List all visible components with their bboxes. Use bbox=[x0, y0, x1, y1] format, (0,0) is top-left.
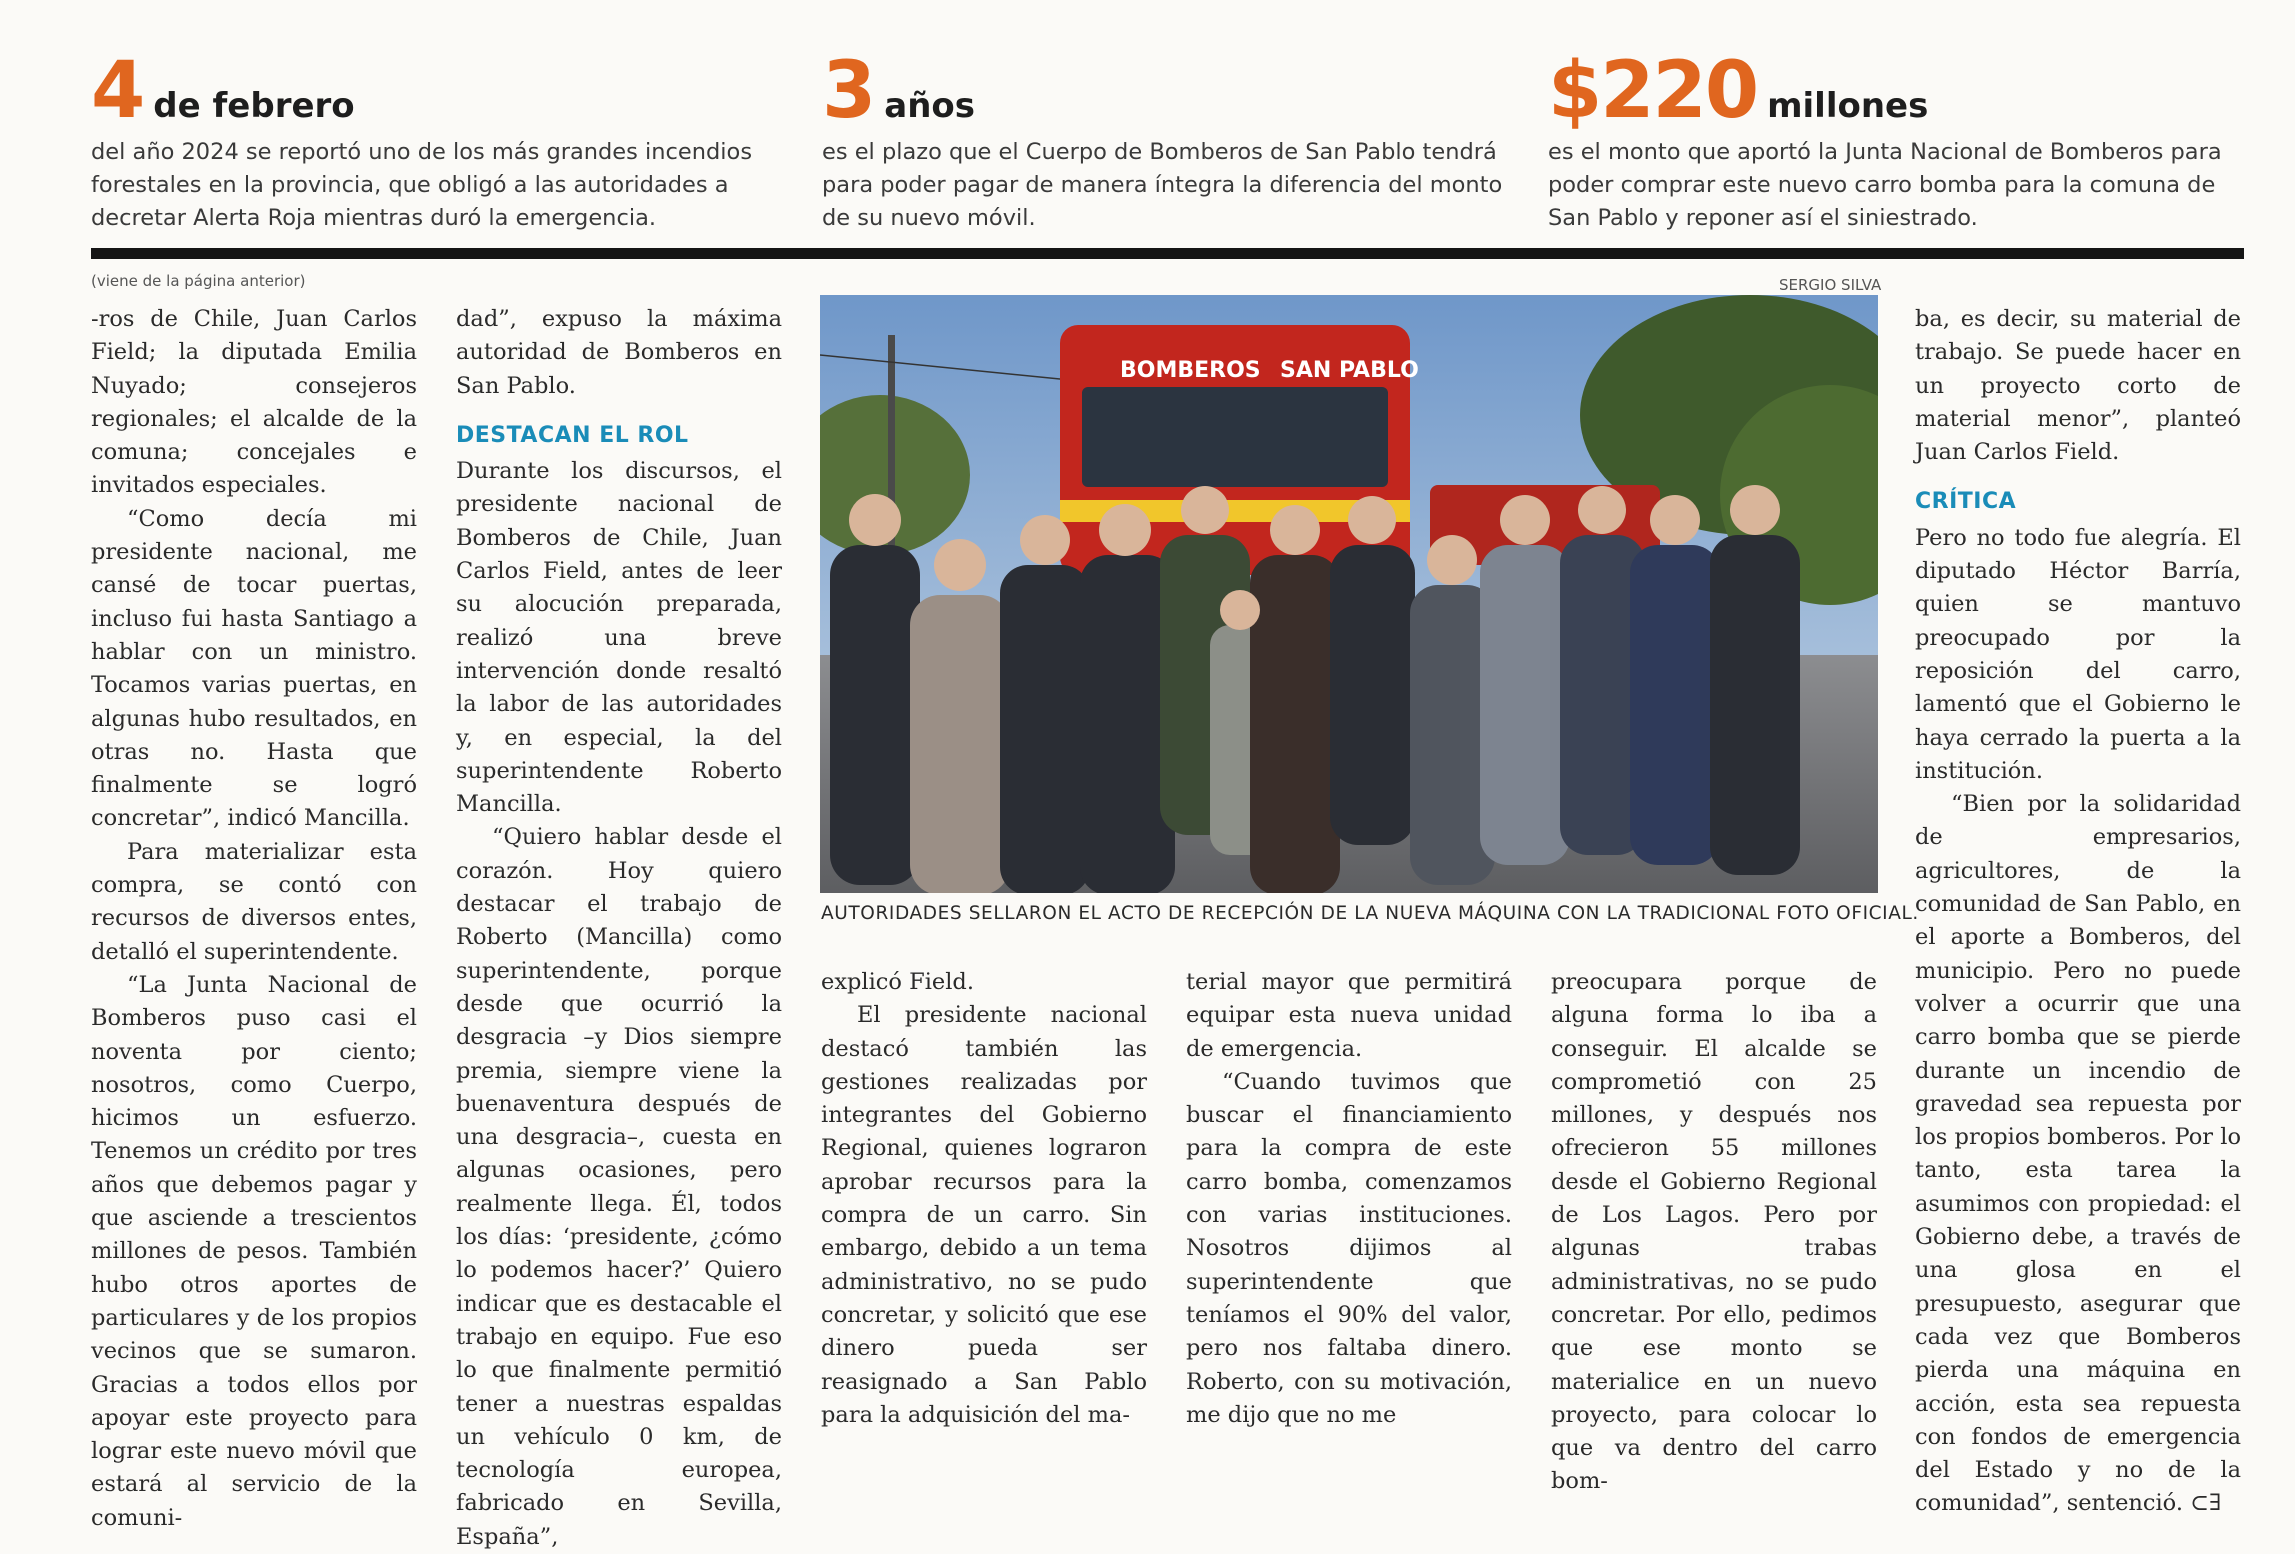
stat-number: $220 bbox=[1548, 46, 1758, 136]
paragraph: El presidente nacional destacó también las gestiones realizadas por integrantes del Gobierno Regional, quienes lograron aprobar recursos para la compra de un carro. Sin embargo, debido a un tema administrativo, no se pudo concretar, y solicitó que ese dinero pueda ser reasignado a San Pablo para la adquisición del ma- bbox=[821, 1002, 1147, 1428]
photo-caption: AUTORIDADES SELLARON EL ACTO DE RECEPCIÓN DE LA NUEVA MÁQUINA CON LA TRADICIONAL FOTO OFICIAL. bbox=[821, 903, 1919, 924]
section-divider bbox=[91, 248, 2244, 259]
article-column-1 bbox=[91, 303, 417, 1535]
truck-text-right: SAN PABLO bbox=[1280, 358, 1419, 383]
paragraph: -ros de Chile, Juan Carlos Field; la diputada Emilia Nuyado; consejeros regionales; el alcalde de la comuna; concejales e invitados especiales. bbox=[91, 306, 417, 499]
article-column-2 bbox=[456, 303, 782, 1554]
stat-unit: años bbox=[884, 86, 976, 126]
stat-description: del año 2024 se reportó uno de los más grandes incendios forestales en la provincia, que obligó a las autoridades a decretar Alerta Roja mientras duró la emergencia. bbox=[91, 139, 753, 231]
stat-block-amount bbox=[1548, 46, 2258, 235]
continuation-note: (viene de la página anterior) bbox=[91, 272, 306, 290]
stat-description: es el plazo que el Cuerpo de Bomberos de San Pablo tendrá para poder pagar de manera íntegra la diferencia del monto de su nuevo móvil. bbox=[822, 139, 1503, 231]
paragraph-text: “Bien por la solidaridad de empresarios, agricultores, de la comunidad de San Pablo, en el aporte a Bomberos, del municipio. Pero no puede volver a ocurrir que una carro bomba que se pierde durante un incendio de gravedad sea repuesta por los propios bomberos. Por lo tanto, esta tarea la asumimos con propiedad: el Gobierno debe, a través de una glosa en el presupuesto, asegurar que cada vez que Bomberos pierda una máquina en acción, esta sea repuesta con fondos de emergencia del Estado y no de la comunidad”, sentenció. bbox=[1915, 791, 2241, 1517]
article-column-3 bbox=[821, 966, 1147, 1432]
paragraph: preocupara porque de alguna forma lo iba a conseguir. El alcalde se comprometió con 25 millones, y después nos ofrecieron 55 millones desde el Gobierno Regional de Los Lagos. Pero por algunas trabas administrativas, no se pudo concretar. Por ello, pedimos que ese monto se materialice en un nuevo proyecto, para colocar lo que va dentro del carro bom- bbox=[1551, 969, 1877, 1495]
subheading-critica: CRÍTICA bbox=[1915, 489, 2017, 515]
paragraph: terial mayor que permitirá equipar esta nueva unidad de emergencia. bbox=[1186, 969, 1512, 1062]
end-mark-icon: ⊂∃ bbox=[2190, 1490, 2222, 1517]
paragraph: ba, es decir, su material de trabajo. Se puede hacer en un proyecto corto de material menor”, planteó Juan Carlos Field. bbox=[1915, 306, 2241, 466]
stat-unit: de febrero bbox=[153, 86, 355, 126]
paragraph: “Cuando tuvimos que buscar el financiamiento para la compra de este carro bomba, comenzamos con varias instituciones. Nosotros dijimos al superintendente que teníamos el 90% del valor, pero nos faltaba dinero. Roberto, con su motivación, me dijo que no me bbox=[1186, 1068, 1512, 1428]
article-column-6 bbox=[1915, 303, 2241, 1521]
stat-description: es el monto que aportó la Junta Nacional de Bomberos para poder comprar este nuevo carro bomba para la comuna de San Pablo y reponer así el siniestrado. bbox=[1548, 139, 2222, 231]
paragraph: “Quiero hablar desde el corazón. Hoy quiero destacar el trabajo de Roberto (Mancilla) como superintendente, porque desde que ocurrió la desgracia –y Dios siempre premia, siempre viene la buenaventura después de una desgracia–, cuesta en algunas ocasiones, pero realmente llega. Él, todos los días: ‘presidente, ¿cómo lo podemos hacer?’ Quiero indicar que es destacable el trabajo en equipo. Fue eso lo que finalmente permitió tener a nuestras espaldas un vehículo 0 km, de tecnología europea, fabricado en Sevilla, España”, bbox=[456, 824, 782, 1550]
paragraph bbox=[1915, 788, 2241, 1521]
stat-number: 3 bbox=[822, 46, 875, 136]
event-photo bbox=[820, 295, 1878, 893]
paragraph: explicó Field. bbox=[821, 969, 974, 995]
stat-block-years bbox=[822, 46, 1512, 235]
stat-block-date bbox=[91, 46, 781, 235]
paragraph: Durante los discursos, el presidente nacional de Bomberos de Chile, Juan Carlos Field, antes de leer su alocución preparada, realizó una breve intervención donde resaltó la labor de las autoridades y, en especial, la del superintendente Roberto Mancilla. bbox=[456, 458, 782, 818]
stat-unit: millones bbox=[1767, 86, 1929, 126]
truck-text-left: BOMBEROS bbox=[1120, 358, 1261, 383]
paragraph: dad”, expuso la máxima autoridad de Bomberos en San Pablo. bbox=[456, 306, 782, 399]
paragraph: Para materializar esta compra, se contó con recursos de diversos entes, detalló el superintendente. bbox=[91, 838, 417, 965]
subheading-destacan: DESTACAN EL ROL bbox=[456, 422, 689, 448]
paragraph: Pero no todo fue alegría. El diputado Héctor Barría, quien se mantuvo preocupado por la reposición del carro, lamentó que el Gobierno le haya cerrado la puerta a la institución. bbox=[1915, 524, 2241, 784]
stat-number: 4 bbox=[91, 46, 144, 136]
paragraph: “Como decía mi presidente nacional, me cansé de tocar puertas, incluso fui hasta Santiago a hablar con un ministro. Tocamos varias puertas, en algunas hubo resultados, en otras no. Hasta que finalmente se logró concretar”, indicó Mancilla. bbox=[91, 505, 417, 832]
paragraph: “La Junta Nacional de Bomberos puso casi el noventa por ciento; nosotros, como Cuerpo, hicimos un esfuerzo. Tenemos un crédito por tres años que debemos pagar y que asciende a trescientos millones de pesos. También hubo otros aportes de particulares y de los propios vecinos que se sumaron. Gracias a todos ellos por apoyar este proyecto para lograr este nuevo móvil que estará al servicio de la comuni- bbox=[91, 971, 417, 1531]
article-column-5 bbox=[1551, 966, 1877, 1499]
photo-credit: SERGIO SILVA bbox=[1779, 276, 1882, 294]
article-column-4 bbox=[1186, 966, 1512, 1432]
